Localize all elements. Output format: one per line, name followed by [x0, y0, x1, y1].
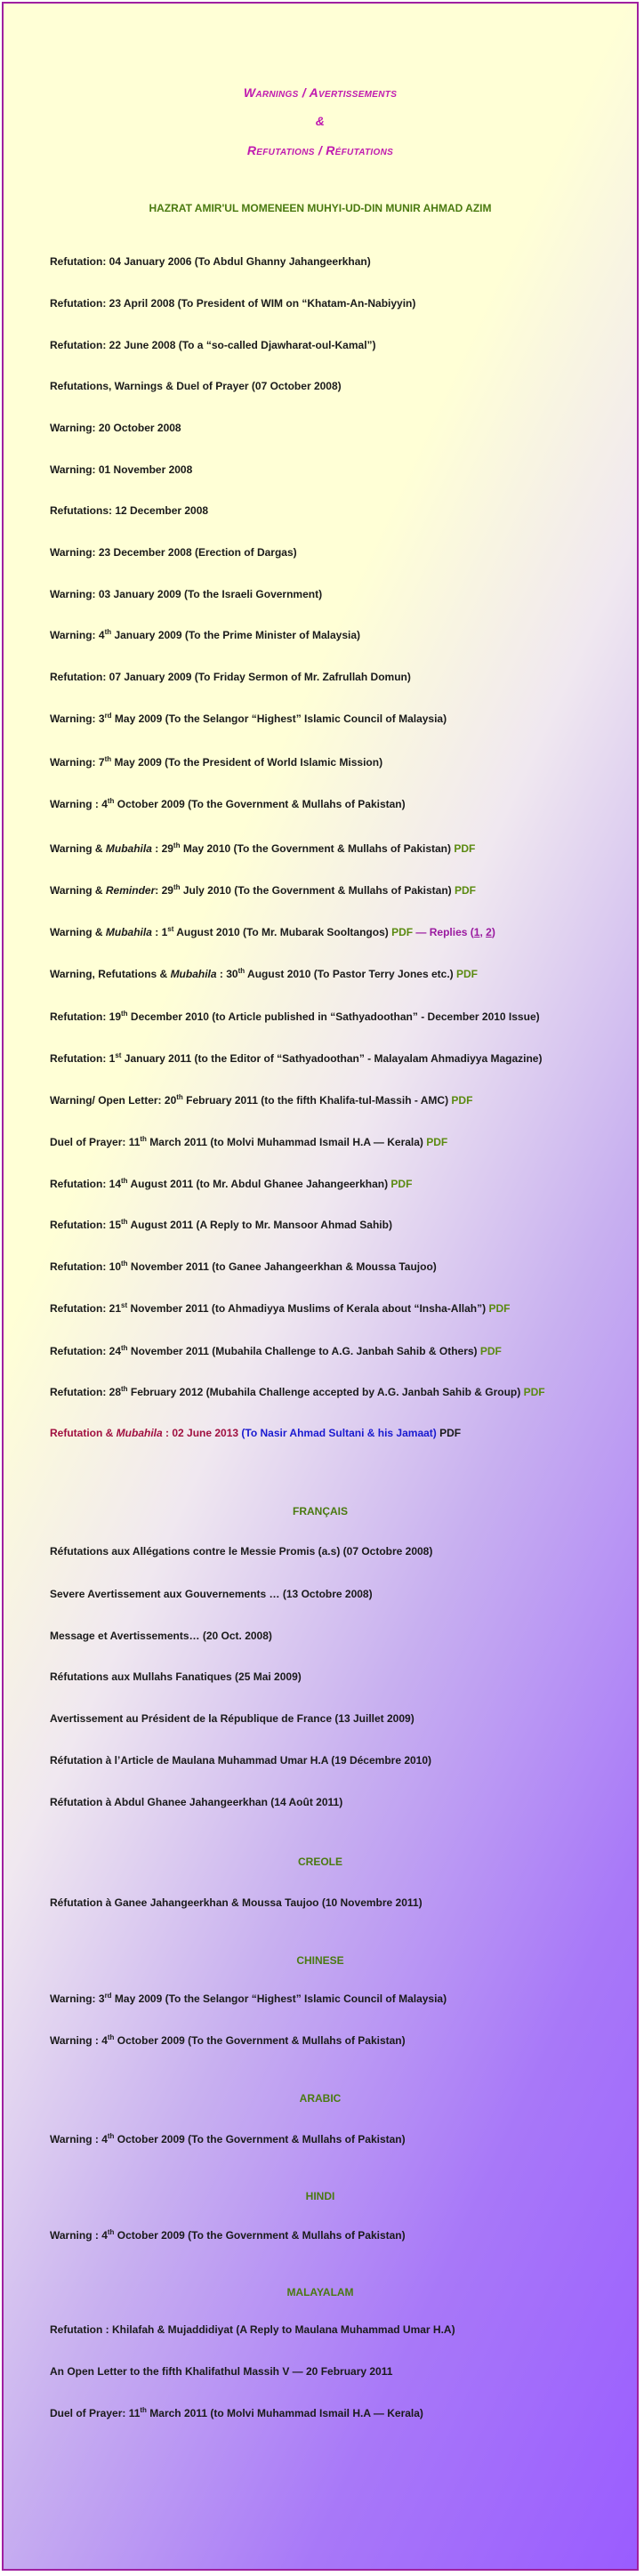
english-entry[interactable]: Refutation: 21st November 2011 (to Ahmadiyya Muslims of Kerala about “Insha-Allah”) PDF	[50, 1301, 511, 1315]
section-entry[interactable]: Réfutations aux Allégations contre le Messie Promis (a.s) (07 Octobre 2008)	[50, 1545, 433, 1558]
section-entry[interactable]: Message et Avertissements… (20 Oct. 2008)	[50, 1630, 272, 1642]
section-entry[interactable]: Warning : 4th October 2009 (To the Government & Mullahs of Pakistan)	[50, 2132, 406, 2145]
english-entry[interactable]: Refutation: 28th February 2012 (Mubahila Challenge accepted by A.G. Janbah Sahib & Group) PDF	[50, 1385, 545, 1398]
english-entry[interactable]: Warning & Mubahila : 1st August 2010 (To Mr. Mubarak Sooltangos) PDF — Replies (1, 2)	[50, 925, 495, 938]
english-entry[interactable]: Warning: 01 November 2008	[50, 463, 193, 476]
page-title-amp: &	[315, 114, 326, 128]
section-heading: CHINESE	[296, 1954, 344, 1967]
section-heading: FRANÇAIS	[293, 1505, 348, 1517]
ordinal-suffix: th	[176, 1093, 183, 1101]
english-entry-latest[interactable]	[50, 1427, 628, 1439]
section-heading: HINDI	[305, 2190, 335, 2202]
pdf-link[interactable]: PDF	[436, 1427, 462, 1439]
english-entry[interactable]: Refutation: 10th November 2011 (to Ganee Jahangeerkhan & Moussa Taujoo)	[50, 1260, 437, 1273]
section-entry[interactable]: Réfutations aux Mullahs Fanatiques (25 Mai 2009)	[50, 1670, 302, 1683]
english-entry[interactable]: Warning: 4th January 2009 (To the Prime Minister of Malaysia)	[50, 628, 360, 641]
latest-entry-recipient: (To Nasir Ahmad Sultani & his Jamaat)	[241, 1427, 437, 1439]
ordinal-suffix: th	[121, 1260, 128, 1268]
ordinal-suffix: th	[140, 1135, 147, 1143]
english-entry[interactable]: Warning & Reminder: 29th July 2010 (To the Government & Mullahs of Pakistan) PDF	[50, 883, 477, 897]
ordinal-suffix: rd	[104, 712, 112, 720]
section-entry[interactable]: Severe Avertissement aux Gouvernements … (13 Octobre 2008)	[50, 1588, 373, 1600]
pdf-link[interactable]: PDF	[390, 1178, 413, 1190]
english-entry[interactable]: Duel of Prayer: 11th March 2011 (to Molvi Muhammad Ismail H.A — Kerala) PDF	[50, 1135, 448, 1148]
section-heading: CREOLE	[297, 1856, 342, 1868]
english-entry[interactable]: Refutation: 07 January 2009 (To Friday Sermon of Mr. Zafrullah Domun)	[50, 671, 411, 683]
section-entry[interactable]: Réfutation à Ganee Jahangeerkhan & Moussa Taujoo (10 Novembre 2011)	[50, 1896, 423, 1909]
english-entry[interactable]: Warning: 03 January 2009 (To the Israeli Government)	[50, 588, 323, 600]
ordinal-suffix: th	[107, 2033, 115, 2041]
ordinal-suffix: th	[121, 1344, 128, 1352]
ordinal-suffix: th	[173, 841, 181, 849]
section-entry[interactable]: Duel of Prayer: 11th March 2011 (to Molvi Muhammad Ismail H.A — Kerala)	[50, 2406, 423, 2419]
section-heading: MALAYALAM	[286, 2286, 354, 2298]
pdf-link[interactable]: PDF	[454, 842, 476, 855]
english-entry[interactable]: Refutations, Warnings & Duel of Prayer (07 October 2008)	[50, 380, 342, 392]
english-entry[interactable]: Refutation: 1st January 2011 (to the Editor of “Sathyadoothan” - Malayalam Ahmadiyya Magazine)	[50, 1051, 543, 1065]
entry-emphasis: Mubahila	[105, 842, 152, 855]
replies-end: )	[491, 926, 495, 938]
english-entry[interactable]: Warning: 23 December 2008 (Erection of Dargas)	[50, 546, 297, 559]
ordinal-suffix: st	[121, 1301, 128, 1309]
section-entry[interactable]: An Open Letter to the fifth Khalifathul Massih V — 20 February 2011	[50, 2365, 393, 2378]
section-entry[interactable]: Réfutation à Abdul Ghanee Jahangeerkhan (14 Août 2011)	[50, 1796, 343, 1808]
english-entry[interactable]: Refutation: 14th August 2011 (to Mr. Abdul Ghanee Jahangeerkhan) PDF	[50, 1177, 413, 1190]
section-entry[interactable]: Refutation : Khilafah & Mujaddidiyat (A Reply to Maulana Muhammad Umar H.A)	[50, 2323, 455, 2336]
latest-entry-emphasis: Mubahila	[116, 1427, 163, 1439]
english-entry[interactable]: Warning: 7th May 2009 (To the President of World Islamic Mission)	[50, 755, 383, 769]
ordinal-suffix: th	[121, 1218, 128, 1226]
english-entry[interactable]: Refutation: 24th November 2011 (Mubahila Challenge to A.G. Janbah Sahib & Others) PDF	[50, 1344, 502, 1357]
ordinal-suffix: th	[121, 1010, 128, 1018]
pdf-link[interactable]: PDF	[426, 1136, 448, 1148]
ordinal-suffix: th	[140, 2406, 147, 2414]
english-entry[interactable]: Warning : 4th October 2009 (To the Government & Mullahs of Pakistan)	[50, 797, 406, 810]
ordinal-suffix: th	[104, 755, 112, 763]
section-entry[interactable]: Avertissement au Président de la République de France (13 Juillet 2009)	[50, 1712, 415, 1725]
english-entry[interactable]: Refutations: 12 December 2008	[50, 504, 209, 517]
english-entry[interactable]: Refutation: 19th December 2010 (to Article published in “Sathyadoothan” - December 2010 Issue)	[50, 1010, 540, 1023]
section-entry[interactable]: Réfutation à l’Article de Maulana Muhammad Umar H.A (19 Décembre 2010)	[50, 1754, 432, 1767]
pdf-link[interactable]: PDF	[451, 1094, 473, 1107]
section-heading: ARABIC	[299, 2092, 342, 2105]
english-entry[interactable]: Refutation: 22 June 2008 (To a “so-called Djawharat-oul-Kamal”)	[50, 339, 376, 351]
entry-emphasis: Mubahila	[170, 968, 217, 980]
english-entry[interactable]: Refutation: 23 April 2008 (To President of WIM on “Khatam-An-Nabiyyin)	[50, 297, 416, 310]
ordinal-suffix: th	[107, 797, 115, 805]
author-heading: HAZRAT AMIR'UL MOMENEEN MUHYI-UD-DIN MUNIR AHMAD AZIM	[149, 202, 492, 214]
ordinal-suffix: th	[173, 883, 181, 891]
english-entry[interactable]: Warning: 20 October 2008	[50, 422, 181, 434]
pdf-link[interactable]: PDF	[455, 884, 477, 897]
pdf-link[interactable]: PDF	[523, 1386, 545, 1398]
ordinal-suffix: th	[107, 2132, 115, 2140]
english-entry[interactable]: Warning: 3rd May 2009 (To the Selangor “Highest” Islamic Council of Malaysia)	[50, 712, 447, 725]
ordinal-suffix: th	[104, 628, 112, 636]
latest-entry-date: : 02 June 2013	[162, 1427, 242, 1439]
english-entry[interactable]: Refutation: 15th August 2011 (A Reply to Mr. Mansoor Ahmad Sahib)	[50, 1218, 392, 1231]
latest-entry-prefix: Refutation &	[50, 1427, 117, 1439]
page-title-line2: Refutations / Réfutations	[246, 143, 394, 157]
pdf-link[interactable]: PDF	[479, 1345, 502, 1357]
ordinal-suffix: st	[167, 925, 174, 933]
replies-label: — Replies (	[413, 926, 474, 938]
page-title-line1: Warnings / Avertissements	[243, 85, 398, 100]
english-entry[interactable]: Warning, Refutations & Mubahila : 30th August 2010 (To Pastor Terry Jones etc.) PDF	[50, 967, 478, 980]
english-entry[interactable]: Refutation: 04 January 2006 (To Abdul Ghanny Jahangeerkhan)	[50, 255, 371, 268]
entry-emphasis: Mubahila	[105, 926, 152, 938]
pdf-link[interactable]: PDF	[488, 1302, 511, 1315]
section-entry[interactable]: Warning : 4th October 2009 (To the Government & Mullahs of Pakistan)	[50, 2033, 406, 2047]
section-entry[interactable]: Warning: 3rd May 2009 (To the Selangor “Highest” Islamic Council of Malaysia)	[50, 1992, 447, 2005]
english-entry[interactable]: Warning/ Open Letter: 20th February 2011 (to the fifth Khalifa-tul-Massih - AMC) PDF	[50, 1093, 473, 1107]
ordinal-suffix: th	[107, 2228, 115, 2236]
pdf-link[interactable]: PDF	[391, 926, 414, 938]
replies-sep: ,	[479, 926, 487, 938]
section-entry[interactable]: Warning : 4th October 2009 (To the Government & Mullahs of Pakistan)	[50, 2228, 406, 2242]
pdf-link[interactable]: PDF	[456, 968, 478, 980]
entry-emphasis: Reminder	[105, 884, 156, 897]
ordinal-suffix: th	[121, 1385, 128, 1393]
reply-link-1[interactable]: 1	[473, 926, 480, 938]
ordinal-suffix: st	[115, 1051, 122, 1059]
reply-link-2[interactable]: 2	[486, 926, 492, 938]
ordinal-suffix: th	[121, 1177, 128, 1185]
ordinal-suffix: th	[237, 967, 246, 975]
ordinal-suffix: rd	[104, 1992, 112, 2000]
english-entry[interactable]: Warning & Mubahila : 29th May 2010 (To the Government & Mullahs of Pakistan) PDF	[50, 841, 476, 855]
